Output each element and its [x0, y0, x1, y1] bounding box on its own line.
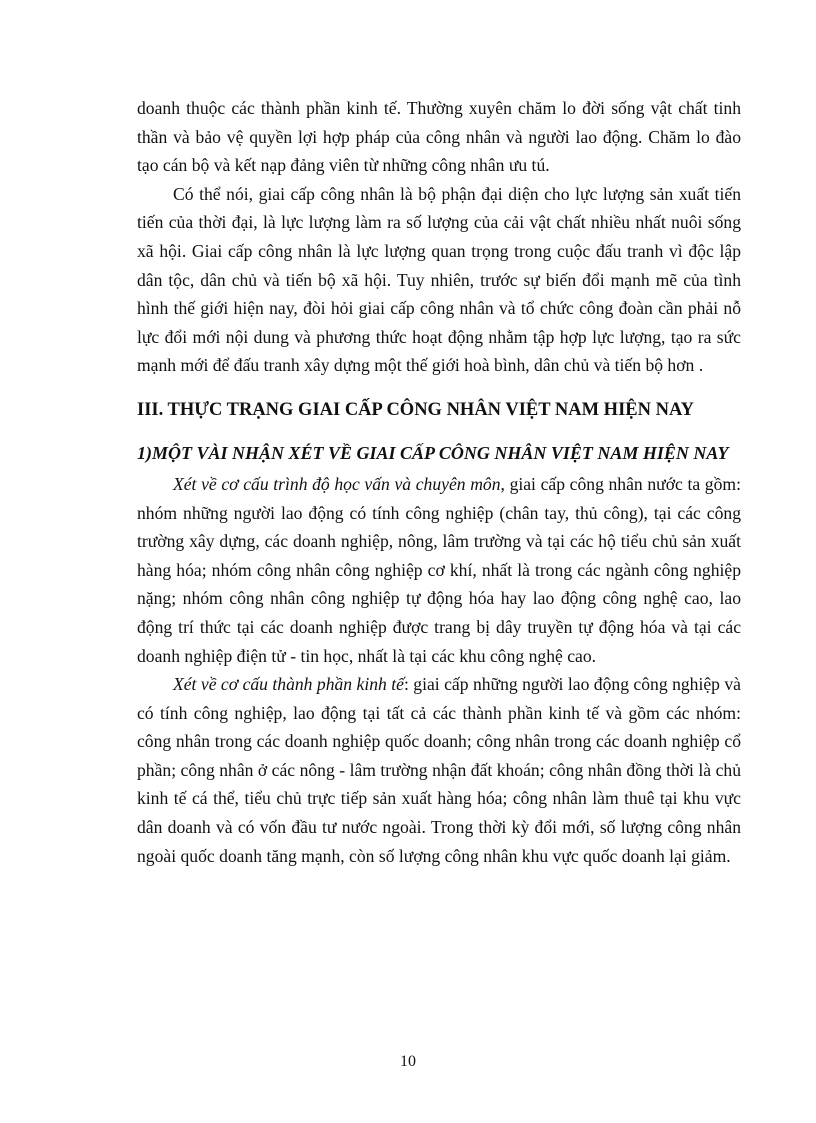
economic-body: : giai cấp những người lao động công nghiệp và có tính công nghiệp, lao động tại tất cả các thành phần kinh tế và gồm các nhóm: công nhân trong các doanh nghiệp quốc doanh; công nhân trong các doanh nghiệp cổ phần; công nhân ở các nông - lâm trường nhận đất khoán; công nhân đồng thời là chủ kinh tế cá thể, tiểu chủ trực tiếp sản xuất hàng hóa; công nhân làm thuê tại khu vực dân doanh và có vốn đầu tư nước ngoài. Trong thời kỳ đổi mới, số lượng công nhân ngoài quốc doanh tăng mạnh, còn số lượng công nhân khu vực quốc doanh lại giảm.: [137, 674, 741, 866]
education-body: , giai cấp công nhân nước ta gồm: nhóm những người lao động có tính công nghiệp (chân tay, thủ công), tại các công trường xây dựng, các doanh nghiệp, nông, lâm trường và tại các hộ tiểu chủ sản xuất hàng hóa; nhóm công nhân công nghiệp cơ khí, nhất là trong các ngành công nghiệp nặng; nhóm công nhân công nghiệp tự động hóa hay lao động công nghệ cao, lao động trí thức tại các doanh nghiệp được trang bị dây truyền tự động hóa và tại các doanh nghiệp điện tử - tin học, nhất là tại các khu công nghệ cao.: [137, 473, 741, 666]
economic-lead: Xét về cơ cấu thành phần kinh tế: [173, 674, 404, 695]
paragraph-conclusion: Có thể nói, giai cấp công nhân là bộ phận đại diện cho lực lượng sản xuất tiến tiến của thời đại, là lực lượng làm ra số lượng của cải vật chất nhiều nhất nuôi sống xã hội. Giai cấp công nhân là lực lượng quan trọng trong cuộc đấu tranh vì độc lập dân tộc, dân chủ và tiến bộ xã hội. Tuy nhiên, trước sự biến đổi mạnh mẽ của tình hình thế giới hiện nay, đòi hỏi giai cấp công nhân và tổ chức công đoàn cần phải nỗ lực đổi mới nội dung và phương thức hoạt động nhằm tập hợp lực lượng, tạo ra sức mạnh mới để đấu tranh xây dựng một thế giới hoà bình, dân chủ và tiến bộ hơn .: [137, 183, 741, 376]
section-heading: III. THỰC TRẠNG GIAI CẤP CÔNG NHÂN VIỆT NAM HIỆN NAY: [137, 399, 694, 420]
paragraph-education: [137, 470, 741, 670]
education-lead: Xét về cơ cấu trình độ học vấn và chuyên môn: [173, 473, 501, 494]
subsection-heading: 1)MỘT VÀI NHẬN XÉT VỀ GIAI CẤP CÔNG NHÂN VIỆT NAM HIỆN NAY: [137, 442, 729, 463]
document-page: [137, 94, 741, 870]
paragraph-economic: [137, 670, 741, 870]
page-number: 10: [400, 1053, 416, 1070]
paragraph-continuation: doanh thuộc các thành phần kinh tế. Thường xuyên chăm lo đời sống vật chất tinh thần và bảo vệ quyền lợi hợp pháp của công nhân và người lao động. Chăm lo đào tạo cán bộ và kết nạp đảng viên từ những công nhân ưu tú.: [137, 98, 741, 176]
